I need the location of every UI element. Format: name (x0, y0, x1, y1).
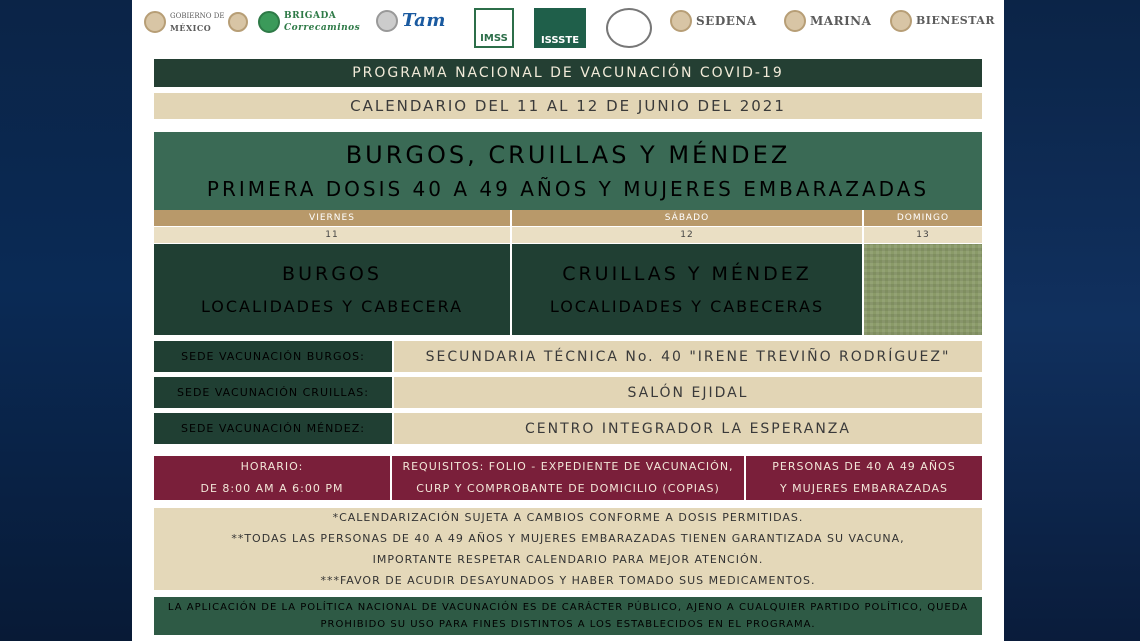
site-label-cruillas: SEDE VACUNACIÓN CRUILLAS: (154, 377, 392, 408)
schedule-title: HORARIO: (240, 460, 304, 473)
brigada-line2: Correcaminos (284, 23, 361, 33)
schedule-cell (154, 456, 390, 500)
friday-place: BURGOS (282, 263, 382, 285)
issste-logo (534, 8, 586, 48)
federal-seal-logo (606, 8, 652, 48)
marina-seal-icon (784, 10, 806, 32)
tamaulipas-seal-icon (376, 10, 398, 32)
tamaulipas-logo (376, 10, 446, 32)
brigada-correcaminos-logo (258, 10, 360, 34)
logo-strip (132, 4, 1004, 50)
note-3: IMPORTANTE RESPETAR CALENDARIO PARA MEJOR ATENCIÓN. (372, 553, 764, 566)
day-name-sunday: DOMINGO (864, 210, 982, 226)
marina-logo (784, 10, 871, 32)
site-value-cruillas: SALÓN EJIDAL (394, 377, 982, 408)
notes-block (154, 508, 982, 590)
roadrunner-icon (258, 11, 280, 33)
sunday-empty-cell (864, 244, 982, 335)
gobierno-line2: MÉXICO (170, 23, 212, 33)
note-2: **TODAS LAS PERSONAS DE 40 A 49 AÑOS Y MUJERES EMBARAZADAS TIENEN GARANTIZADA SU VACUNA, (231, 532, 905, 545)
sedena-seal-icon (670, 10, 692, 32)
imss-label: IMSS (480, 33, 508, 44)
site-label-burgos: SEDE VACUNACIÓN BURGOS: (154, 341, 392, 372)
day-date-11: 11 (154, 227, 510, 243)
bienestar-logo (890, 10, 995, 32)
site-value-mendez: CENTRO INTEGRADOR LA ESPERANZA (394, 413, 982, 444)
background-right (1004, 0, 1140, 641)
gobierno-mexico-logo (144, 10, 248, 34)
site-label-mendez: SEDE VACUNACIÓN MÉNDEZ: (154, 413, 392, 444)
disclaimer-line1: LA APLICACIÓN DE LA POLÍTICA NACIONAL DE VACUNACIÓN ES DE CARÁCTER PÚBLICO, AJENO A CUALQUIER PARTIDO POLÍTICO, QUEDA (167, 602, 969, 613)
bienestar-seal-icon (890, 10, 912, 32)
gobierno-line1: GOBIERNO DE (170, 12, 225, 20)
note-4: ***FAVOR DE ACUDIR DESAYUNADOS Y HABER TOMADO SUS MEDICAMENTOS. (320, 574, 816, 587)
brigada-line1: BRIGADA (284, 11, 337, 21)
population-line2: Y MUJERES EMBARAZADAS (779, 482, 949, 495)
sedena-logo (670, 10, 757, 32)
day-date-12: 12 (512, 227, 862, 243)
day-date-13: 13 (864, 227, 982, 243)
requirements-line1: REQUISITOS: FOLIO - EXPEDIENTE DE VACUNACIÓN, (402, 460, 734, 473)
vaccination-poster (132, 0, 1004, 641)
imss-logo (474, 8, 514, 48)
target-group-subtitle: PRIMERA DOSIS 40 A 49 AÑOS Y MUJERES EMBARAZADAS (206, 177, 930, 201)
legal-disclaimer (154, 597, 982, 635)
main-title-block (154, 132, 982, 210)
program-title: PROGRAMA NACIONAL DE VACUNACIÓN COVID-19 (154, 59, 982, 87)
marina-label: MARINA (810, 14, 872, 28)
schedule-hours: DE 8:00 AM A 6:00 PM (200, 482, 344, 495)
day-name-saturday: SÁBADO (512, 210, 862, 226)
state-seal-icon (228, 12, 248, 32)
day-name-friday: VIERNES (154, 210, 510, 226)
saturday-coverage: LOCALIDADES Y CABECERAS (549, 297, 825, 316)
disclaimer-line2: PROHIBIDO SU USO PARA FINES DISTINTOS A LOS ESTABLECIDOS EN EL PROGRAMA. (320, 619, 816, 630)
tam-label: Tam (402, 10, 446, 31)
sedena-label: SEDENA (696, 14, 757, 28)
saturday-place: CRUILLAS Y MÉNDEZ (562, 263, 812, 285)
requirements-line2: CURP Y COMPROBANTE DE DOMICILIO (COPIAS) (416, 482, 720, 495)
note-1: *CALENDARIZACIÓN SUJETA A CAMBIOS CONFORME A DOSIS PERMITIDAS. (332, 511, 804, 524)
background-left (0, 0, 132, 641)
bienestar-label: BIENESTAR (916, 14, 995, 27)
municipalities-title: BURGOS, CRUILLAS Y MÉNDEZ (345, 141, 791, 169)
population-line1: PERSONAS DE 40 A 49 AÑOS (772, 460, 956, 473)
friday-coverage: LOCALIDADES Y CABECERA (200, 297, 464, 316)
issste-label: ISSSTE (540, 35, 580, 46)
friday-location-cell (154, 244, 510, 335)
site-value-burgos: SECUNDARIA TÉCNICA No. 40 "IRENE TREVIÑO RODRÍGUEZ" (394, 341, 982, 372)
saturday-location-cell (512, 244, 862, 335)
population-cell (746, 456, 982, 500)
requirements-cell (392, 456, 744, 500)
eagle-seal-icon (144, 11, 166, 33)
calendar-dates: CALENDARIO DEL 11 AL 12 DE JUNIO DEL 2021 (154, 93, 982, 119)
